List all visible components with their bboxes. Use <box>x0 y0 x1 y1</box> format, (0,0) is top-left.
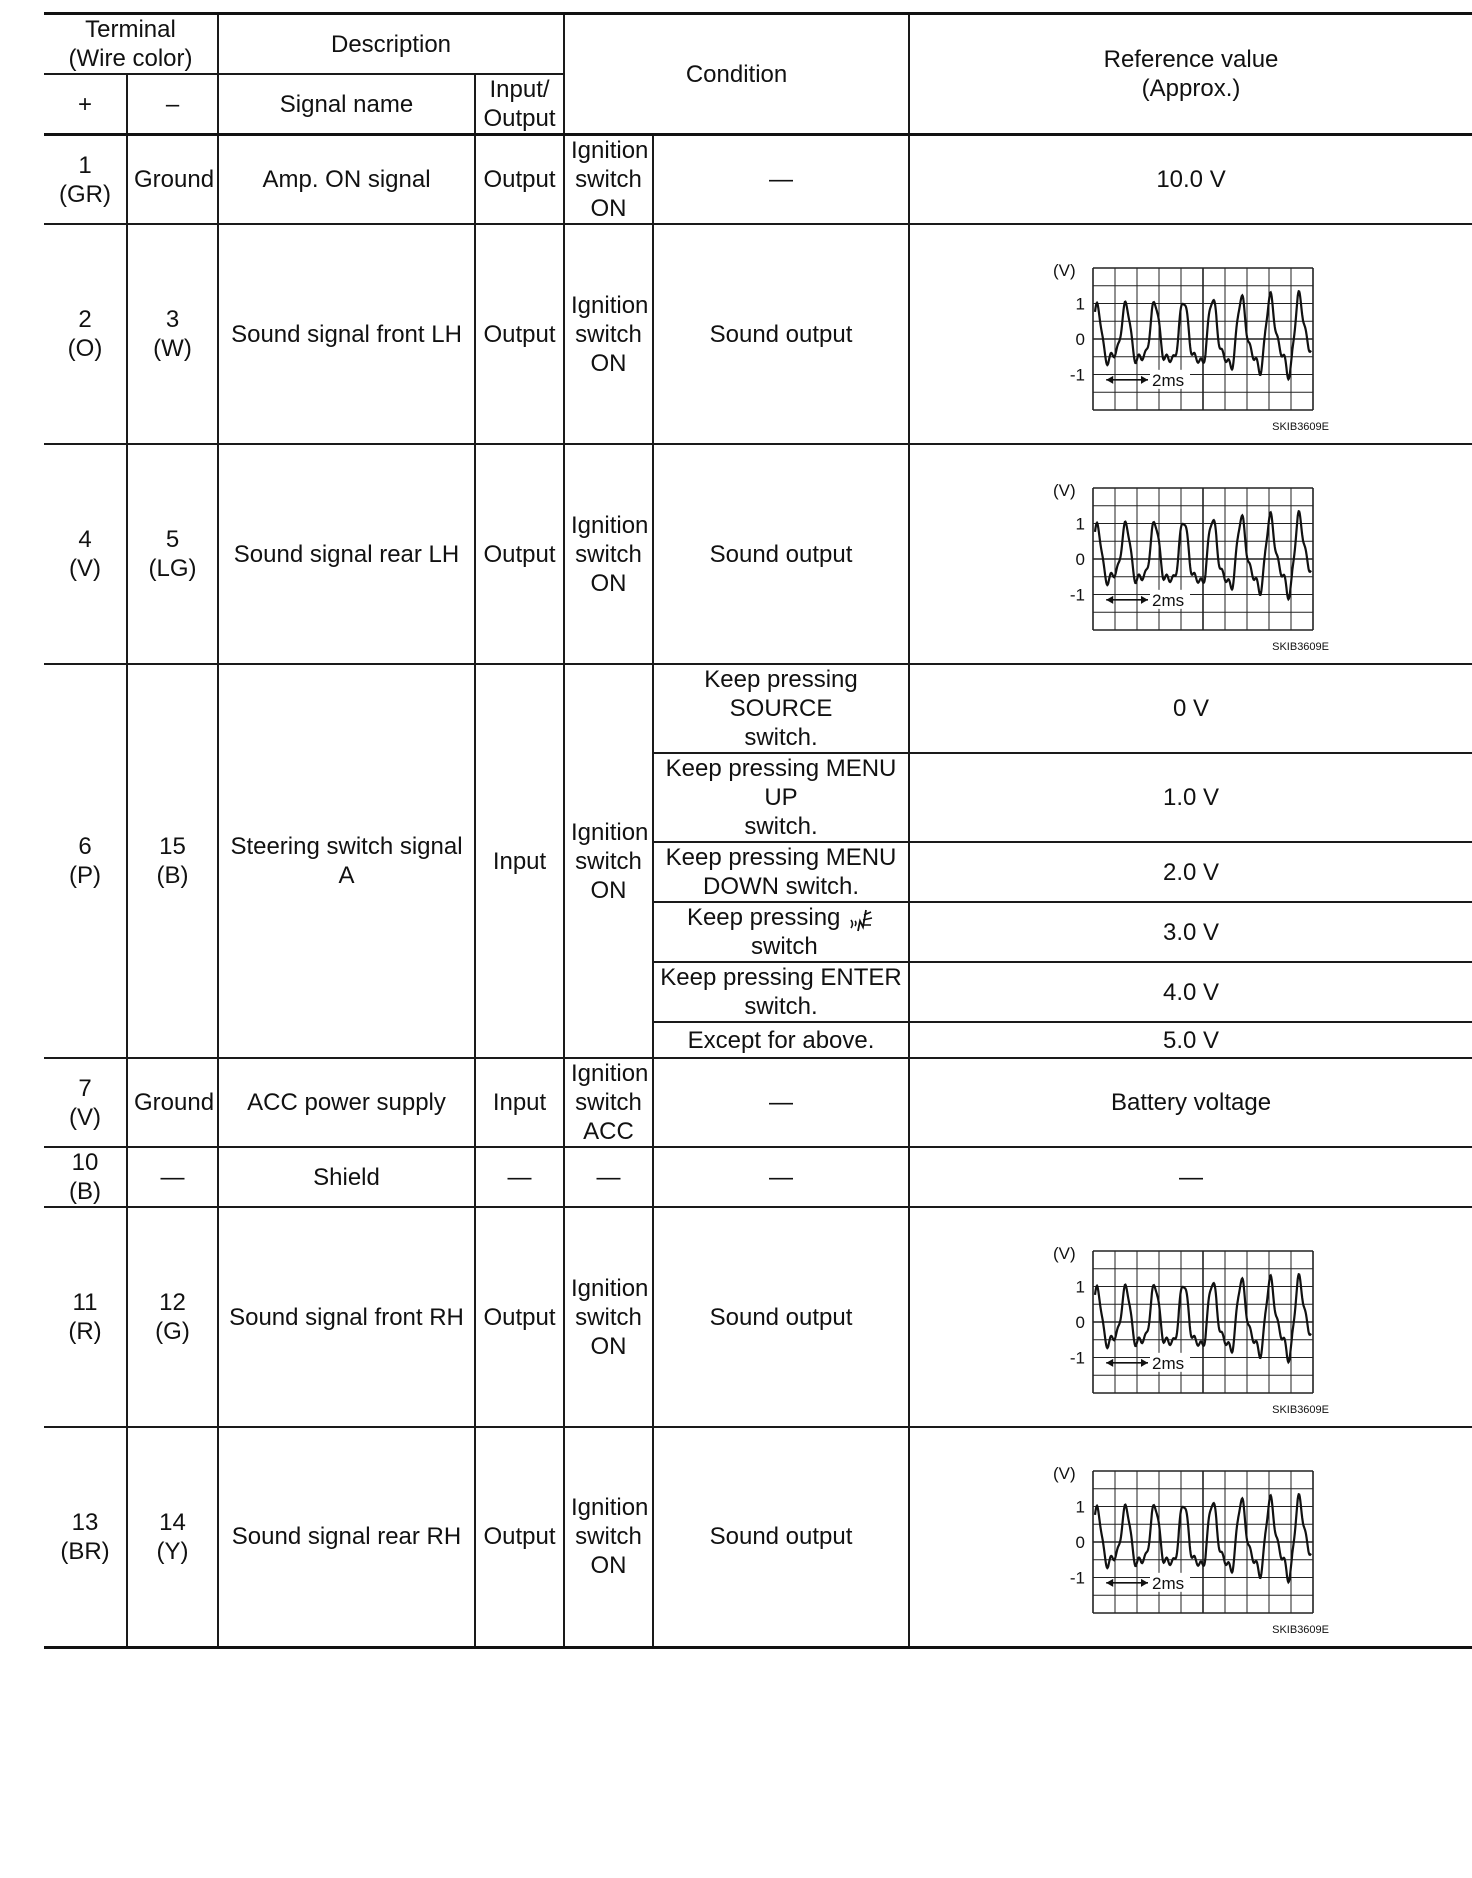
unit-label: (V) <box>1053 481 1076 500</box>
condition-detail: Sound output <box>653 444 909 664</box>
time-label: 2ms <box>1152 1573 1185 1593</box>
reference-value: — <box>909 1147 1472 1207</box>
condition-detail: Keep pressing MENU DOWN switch. <box>653 842 909 902</box>
condition-detail: — <box>653 1147 909 1207</box>
reference-value: 1.0 V <box>909 753 1472 842</box>
terminal-minus: 3 (W) <box>127 224 218 444</box>
figure-code: SKIB3609E <box>1272 1623 1330 1636</box>
condition-detail: Keep pressing MENU UP switch. <box>653 753 909 842</box>
header-terminal: Terminal (Wire color) <box>44 14 218 75</box>
reference-waveform-cell <box>909 444 1472 664</box>
reference-value: 0 V <box>909 664 1472 753</box>
tick-label: 1 <box>1075 294 1086 314</box>
condition-switch: Ignition switch ON <box>564 444 653 664</box>
table-row <box>44 1058 1472 1147</box>
reference-waveform-cell <box>909 1207 1472 1427</box>
tick-label: -1 <box>1069 365 1086 385</box>
terminal-plus: 7 (V) <box>44 1058 127 1147</box>
io-type: — <box>475 1147 564 1207</box>
terminal-minus: Ground <box>127 1058 218 1147</box>
terminal-minus: 15 (B) <box>127 664 218 1058</box>
figure-code: SKIB3609E <box>1272 641 1330 653</box>
io-type: Output <box>475 444 564 664</box>
time-marker-arrow <box>1141 376 1148 384</box>
signal-name: Shield <box>218 1147 475 1207</box>
reference-value: 5.0 V <box>909 1022 1472 1058</box>
terminal-plus: 2 (O) <box>44 224 127 444</box>
terminal-minus: Ground <box>127 135 218 225</box>
condition-switch: Ignition switch ACC <box>564 1058 653 1147</box>
table-row <box>44 224 1472 444</box>
tick-label: 0 <box>1075 550 1086 569</box>
condition-detail: Sound output <box>653 1207 909 1427</box>
time-marker-arrow <box>1106 596 1113 604</box>
figure-code: SKIB3609E <box>1272 1404 1330 1416</box>
unit-label: (V) <box>1053 261 1076 280</box>
oscilloscope-waveform <box>1041 234 1341 434</box>
terminal-minus: 12 (G) <box>127 1207 218 1427</box>
figure-code: SKIB3609E <box>1272 421 1330 433</box>
signal-name: Steering switch signal A <box>218 664 475 1058</box>
reference-value: 10.0 V <box>909 135 1472 225</box>
voice-recognition-icon <box>847 906 875 932</box>
condition-detail: Except for above. <box>653 1022 909 1058</box>
signal-name: Sound signal front RH <box>218 1207 475 1427</box>
header-signal-name: Signal name <box>218 74 475 135</box>
tick-label: -1 <box>1069 1348 1086 1368</box>
table-row <box>44 444 1472 664</box>
header-plus: + <box>44 74 127 135</box>
condition-switch: Ignition switch ON <box>564 224 653 444</box>
table-row <box>44 1207 1472 1427</box>
oscilloscope-waveform <box>1041 1437 1341 1637</box>
condition-switch: Ignition switch ON <box>564 664 653 1058</box>
condition-switch: Ignition switch ON <box>564 1207 653 1427</box>
header-io: Input/ Output <box>475 74 564 135</box>
header-minus: – <box>127 74 218 135</box>
condition-detail: Sound output <box>653 224 909 444</box>
time-label: 2ms <box>1152 370 1185 390</box>
signal-name: Sound signal rear LH <box>218 444 475 664</box>
unit-label: (V) <box>1053 1244 1076 1263</box>
terminal-minus: — <box>127 1147 218 1207</box>
table-row <box>44 1427 1472 1647</box>
tick-label: -1 <box>1069 1568 1086 1588</box>
io-type: Output <box>475 224 564 444</box>
time-marker-arrow <box>1141 1579 1148 1587</box>
tick-label: -1 <box>1069 585 1086 605</box>
condition-detail: Keep pressing ENTER switch. <box>653 962 909 1022</box>
reference-waveform-cell <box>909 224 1472 444</box>
reference-value: 2.0 V <box>909 842 1472 902</box>
time-label: 2ms <box>1152 1353 1185 1373</box>
terminal-minus: 14 (Y) <box>127 1427 218 1647</box>
signal-name: Sound signal front LH <box>218 224 475 444</box>
reference-value: Battery voltage <box>909 1058 1472 1147</box>
reference-value: 4.0 V <box>909 962 1472 1022</box>
terminal-plus: 6 (P) <box>44 664 127 1058</box>
terminal-table <box>44 12 1472 1649</box>
terminal-plus: 11 (R) <box>44 1207 127 1427</box>
unit-label: (V) <box>1053 1463 1076 1483</box>
signal-name: Sound signal rear RH <box>218 1427 475 1647</box>
terminal-plus: 4 (V) <box>44 444 127 664</box>
io-type: Output <box>475 1207 564 1427</box>
condition-switch: Ignition switch ON <box>564 1427 653 1647</box>
table-row <box>44 135 1472 225</box>
io-type: Output <box>475 1427 564 1647</box>
oscilloscope-waveform <box>1041 454 1341 654</box>
terminal-plus: 13 (BR) <box>44 1427 127 1647</box>
io-type: Input <box>475 664 564 1058</box>
header-reference: Reference value (Approx.) <box>909 14 1472 135</box>
io-type: Input <box>475 1058 564 1147</box>
time-marker-arrow <box>1106 1359 1113 1367</box>
terminal-minus: 5 (LG) <box>127 444 218 664</box>
time-marker-arrow <box>1106 376 1113 384</box>
terminal-reference-sheet <box>44 12 1472 1649</box>
terminal-plus: 1 (GR) <box>44 135 127 225</box>
tick-label: 0 <box>1075 1532 1086 1552</box>
signal-name: ACC power supply <box>218 1058 475 1147</box>
condition-detail: Sound output <box>653 1427 909 1647</box>
condition-detail: — <box>653 135 909 225</box>
header-description: Description <box>218 14 564 75</box>
tick-label: 0 <box>1075 330 1086 349</box>
signal-name: Amp. ON signal <box>218 135 475 225</box>
tick-label: 0 <box>1075 1313 1086 1332</box>
condition-detail: Keep pressing SOURCE switch. <box>653 664 909 753</box>
reference-value: 3.0 V <box>909 902 1472 962</box>
tick-label: 1 <box>1075 1277 1086 1297</box>
condition-detail: — <box>653 1058 909 1147</box>
time-label: 2ms <box>1152 590 1185 610</box>
tick-label: 1 <box>1075 1497 1086 1517</box>
condition-switch: Ignition switch ON <box>564 135 653 225</box>
header-condition: Condition <box>564 14 909 135</box>
condition-detail: Keep pressing switch <box>653 902 909 962</box>
reference-waveform-cell <box>909 1427 1472 1647</box>
time-marker-arrow <box>1141 596 1148 604</box>
time-marker-arrow <box>1141 1359 1148 1367</box>
time-marker-arrow <box>1106 1579 1113 1587</box>
terminal-plus: 10 (B) <box>44 1147 127 1207</box>
table-row <box>44 664 1472 753</box>
io-type: Output <box>475 135 564 225</box>
tick-label: 1 <box>1075 514 1086 534</box>
oscilloscope-waveform <box>1041 1217 1341 1417</box>
table-row <box>44 1147 1472 1207</box>
condition-switch: — <box>564 1147 653 1207</box>
